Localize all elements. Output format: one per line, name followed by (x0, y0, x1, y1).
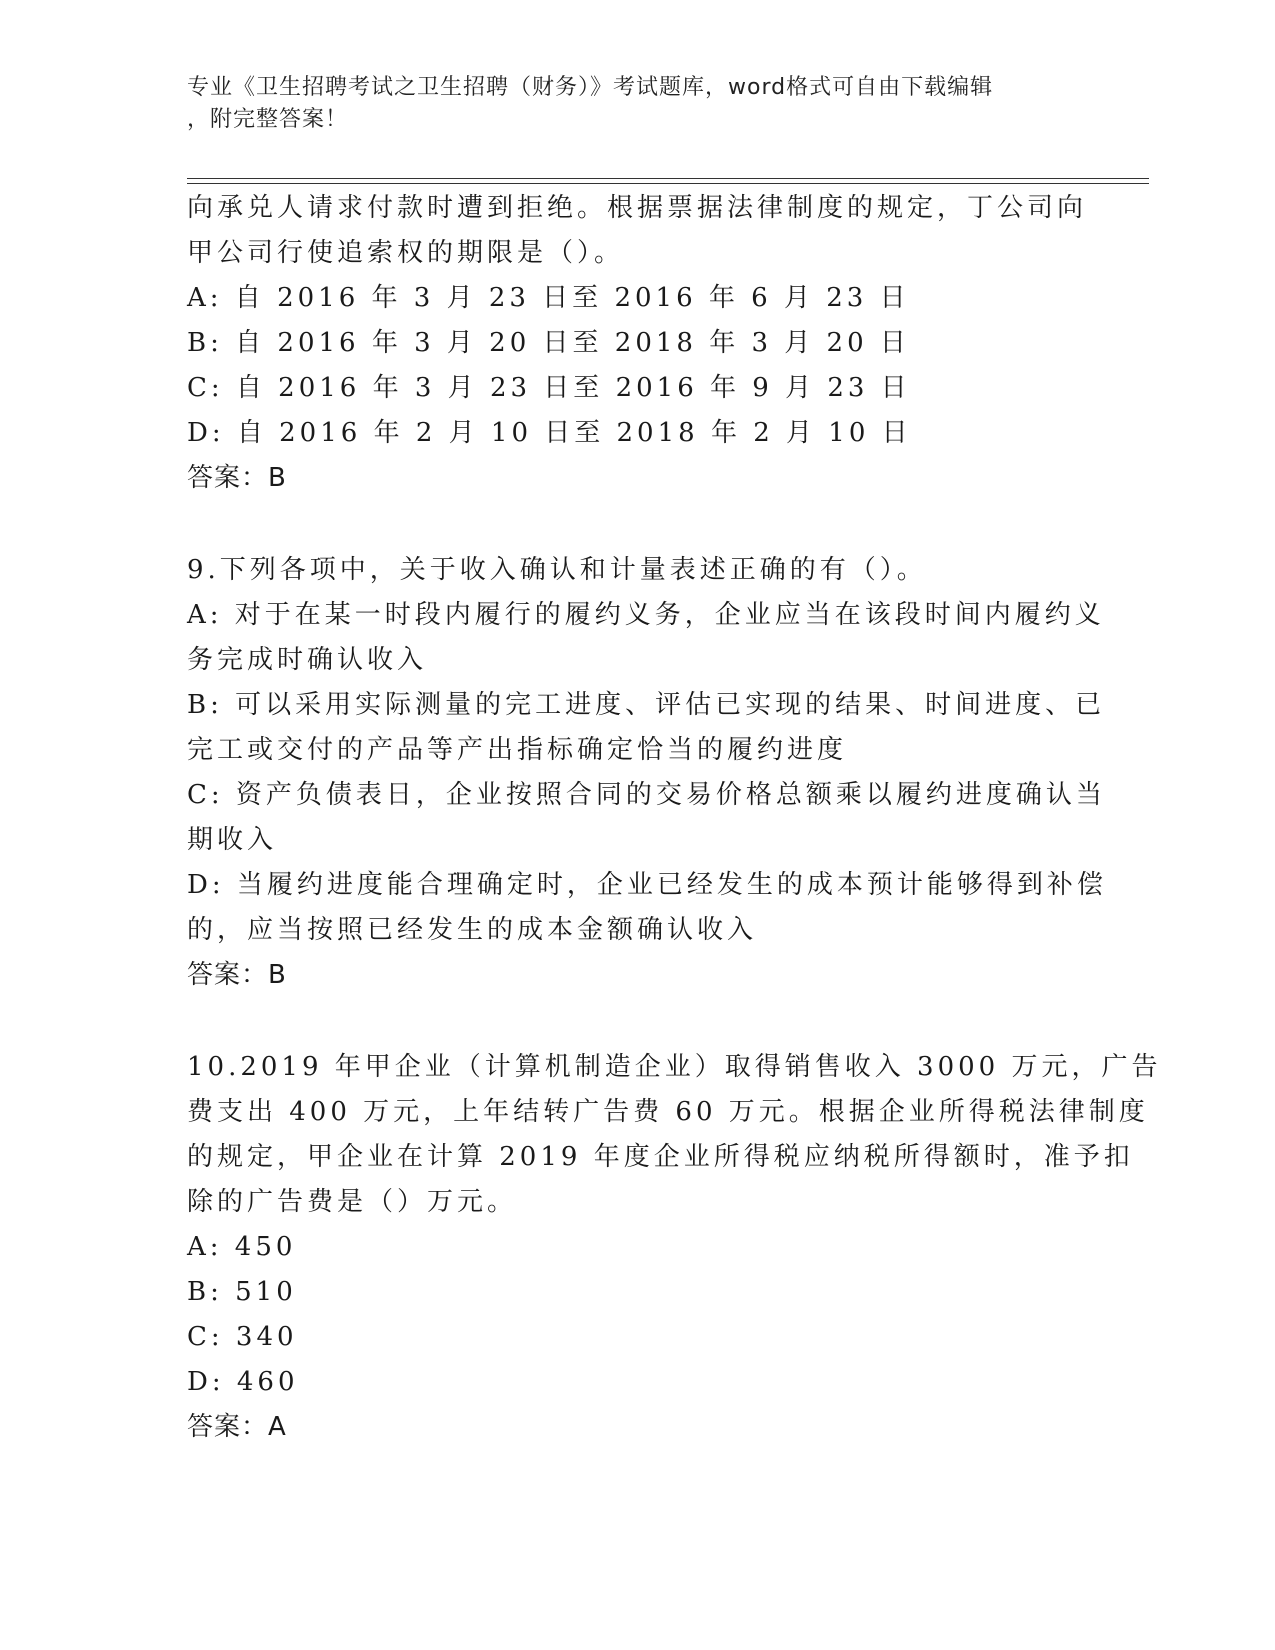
option-a: A: 自 2016 年 3 月 23 日至 2016 年 6 月 23 日 (187, 283, 910, 313)
question-stem: 费支出 400 万元，上年结转广告费 60 万元。根据企业所得税法律制度 (187, 1097, 1149, 1127)
question-content (187, 186, 1162, 1450)
option-d: D: 自 2016 年 2 月 10 日至 2018 年 2 月 10 日 (187, 418, 912, 448)
option-b: B: 510 (187, 1277, 297, 1307)
page-header (187, 72, 1067, 136)
question-9 (187, 548, 1107, 998)
header-divider (187, 178, 1149, 184)
spacer (187, 998, 1067, 1045)
option-c: C: 340 (187, 1322, 298, 1352)
question-stem: 甲公司行使追索权的期限是（）。 (187, 238, 625, 268)
answer-label: 答案：B (187, 463, 287, 493)
option-d: D: 当履约进度能合理确定时，企业已经发生的成本预计能够得到补偿 (187, 870, 1107, 900)
option-d: D: 460 (187, 1367, 299, 1397)
question-stem: 10.2019 年甲企业（计算机制造企业）取得销售收入 3000 万元，广告 (187, 1052, 1162, 1082)
header-line-2: ，附完整答案！ (187, 107, 349, 132)
option-d-continued: 的，应当按照已经发生的成本金额确认收入 (187, 915, 758, 945)
question-stem: 向承兑人请求付款时遭到拒绝。根据票据法律制度的规定，丁公司向 (187, 193, 1088, 223)
option-a: A: 对于在某一时段内履行的履约义务，企业应当在该段时间内履约义 (187, 600, 1105, 630)
question-stem: 除的广告费是（）万元。 (187, 1187, 518, 1217)
question-stem: 的规定，甲企业在计算 2019 年度企业所得税应纳税所得额时，准予扣 (187, 1142, 1134, 1172)
option-b: B: 可以采用实际测量的完工进度、评估已实现的结果、时间进度、已 (187, 690, 1106, 720)
question-8 (187, 186, 1088, 501)
header-line-1: 专业《卫生招聘考试之卫生招聘（财务）》考试题库，word格式可自由下载编辑 (187, 75, 994, 100)
option-a: A: 450 (187, 1232, 297, 1262)
question-10 (187, 1045, 1162, 1450)
option-a-continued: 务完成时确认收入 (187, 645, 428, 675)
option-b-continued: 完工或交付的产品等产出指标确定恰当的履约进度 (187, 735, 848, 765)
answer-label: 答案：A (187, 1412, 287, 1442)
spacer (187, 501, 1067, 548)
option-b: B: 自 2016 年 3 月 20 日至 2018 年 3 月 20 日 (187, 328, 910, 358)
answer-label: 答案：B (187, 960, 287, 990)
question-stem: 9.下列各项中，关于收入确认和计量表述正确的有（）。 (187, 555, 927, 585)
option-c: C: 资产负债表日，企业按照合同的交易价格总额乘以履约进度确认当 (187, 780, 1106, 810)
option-c: C: 自 2016 年 3 月 23 日至 2016 年 9 月 23 日 (187, 373, 911, 403)
option-c-continued: 期收入 (187, 825, 278, 855)
